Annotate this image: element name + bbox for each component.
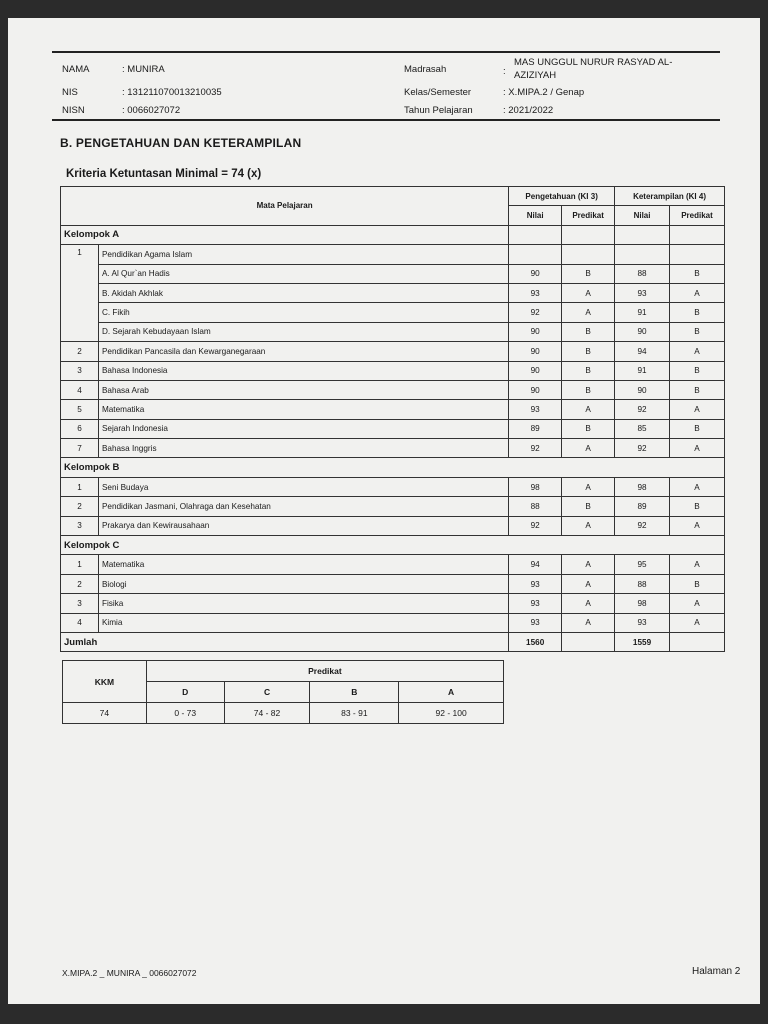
predikat-ki3: B: [562, 361, 615, 380]
nilai-ki4: 93: [615, 283, 670, 302]
predikat-ki4: B: [670, 497, 725, 516]
range-c: 74 - 82: [224, 703, 310, 724]
madrasah-value-line1: MAS UNGGUL NURUR RASYAD AL-: [514, 57, 673, 68]
nilai-ki4: 91: [615, 361, 670, 380]
predikat-ki4: B: [670, 419, 725, 438]
grade-d: D: [146, 682, 224, 703]
table-row: [61, 303, 725, 322]
nilai-ki4: 92: [615, 516, 670, 535]
nilai-ki4: 88: [615, 574, 670, 593]
jumlah-ki4: 1559: [615, 632, 670, 651]
subject-name: Bahasa Arab: [98, 380, 508, 399]
subject-name: B. Akidah Akhlak: [98, 283, 508, 302]
nilai-ki4: 98: [615, 594, 670, 613]
row-number: 3: [61, 516, 99, 535]
predikat-ki3: A: [562, 400, 615, 419]
row-number: 3: [61, 594, 99, 613]
grade-b: B: [310, 682, 399, 703]
section-title: B. PENGETAHUAN DAN KETERAMPILAN: [60, 136, 302, 150]
predikat-ki3: B: [562, 342, 615, 361]
predikat-ki4: A: [670, 439, 725, 458]
kkm-label: KKM: [63, 661, 147, 703]
kkm-value: 74: [63, 703, 147, 724]
nilai-ki4: 90: [615, 322, 670, 341]
jumlah-label: Jumlah: [61, 632, 509, 651]
predikat-ki4: B: [670, 574, 725, 593]
table-row: [61, 555, 725, 574]
nilai-ki4: 85: [615, 419, 670, 438]
nis-label: NIS: [62, 87, 78, 98]
predikat-ki3: A: [562, 555, 615, 574]
subject-name: Biologi: [98, 574, 508, 593]
table-row: [61, 400, 725, 419]
tahun-value: : 2021/2022: [503, 105, 554, 116]
group-c-row: [61, 536, 725, 555]
predikat-ki4: A: [670, 516, 725, 535]
predikat-ki4: A: [670, 555, 725, 574]
subject-name: C. Fikih: [98, 303, 508, 322]
nilai-ki3-header: Nilai: [509, 206, 562, 225]
group-label: Kelompok B: [61, 458, 725, 477]
nilai-ki3: 88: [509, 497, 562, 516]
nilai-ki3: 94: [509, 555, 562, 574]
nilai-ki3: 93: [509, 400, 562, 419]
nilai-ki4: 92: [615, 400, 670, 419]
predikat-ki4: B: [670, 322, 725, 341]
nama-value: : MUNIRA: [122, 64, 165, 75]
nilai-ki3: 93: [509, 283, 562, 302]
predikat-ki3-header: Predikat: [562, 206, 615, 225]
nilai-ki4: 98: [615, 477, 670, 496]
nilai-ki4: 94: [615, 342, 670, 361]
jumlah-ki3: 1560: [509, 632, 562, 651]
predikat-ki4: A: [670, 342, 725, 361]
grades-table: [60, 186, 725, 652]
nilai-ki3: 92: [509, 439, 562, 458]
header-bottom-rule: [52, 119, 720, 121]
grade-a: A: [399, 682, 504, 703]
table-row: [61, 497, 725, 516]
nilai-ki3: 92: [509, 516, 562, 535]
table-row: [61, 419, 725, 438]
predikat-ki3: A: [562, 477, 615, 496]
predikat-ki4: A: [670, 613, 725, 632]
subject-name: D. Sejarah Kebudayaan Islam: [98, 322, 508, 341]
subject-name: Prakarya dan Kewirausahaan: [98, 516, 508, 535]
table-row: [61, 361, 725, 380]
predikat-ki4: A: [670, 283, 725, 302]
nilai-ki4: 89: [615, 497, 670, 516]
madrasah-value-line2: AZIZIYAH: [514, 70, 557, 81]
nilai-ki4: 92: [615, 439, 670, 458]
predikat-ki4: A: [670, 594, 725, 613]
row-number: 5: [61, 400, 99, 419]
kelas-label: Kelas/Semester: [404, 87, 472, 98]
jumlah-row: [61, 632, 725, 651]
row-number: 6: [61, 419, 99, 438]
subject-name: Pendidikan Jasmani, Olahraga dan Kesehatan: [98, 497, 508, 516]
kkm-title: Kriteria Ketuntasan Minimal = 74 (x): [66, 168, 262, 180]
subject-name: A. Al Qur`an Hadis: [98, 264, 508, 283]
predikat-ki4: A: [670, 477, 725, 496]
nilai-ki3: 90: [509, 380, 562, 399]
row-number: 2: [61, 342, 99, 361]
table-row: [61, 342, 725, 361]
nilai-ki4: 95: [615, 555, 670, 574]
nilai-ki4: 91: [615, 303, 670, 322]
predikat-ki3: B: [562, 380, 615, 399]
group-a-row: [61, 225, 725, 244]
range-b: 83 - 91: [310, 703, 399, 724]
nilai-ki4: 93: [615, 613, 670, 632]
table-row: [61, 516, 725, 535]
subject-name: Fisika: [98, 594, 508, 613]
group-b-row: [61, 458, 725, 477]
nilai-ki3: 90: [509, 264, 562, 283]
predikat-ki3: B: [562, 497, 615, 516]
nilai-ki3: 93: [509, 613, 562, 632]
row-number: 1: [61, 245, 99, 342]
nilai-ki3: 93: [509, 574, 562, 593]
nilai-ki4-header: Nilai: [615, 206, 670, 225]
predikat-ki3: B: [562, 419, 615, 438]
predikat-ki3: A: [562, 303, 615, 322]
table-row: [61, 264, 725, 283]
row-number: 1: [61, 477, 99, 496]
nilai-ki3: 90: [509, 322, 562, 341]
table-row: [61, 283, 725, 302]
predikat-ki4: B: [670, 303, 725, 322]
madrasah-sep: :: [503, 66, 506, 77]
predikat-ki3: A: [562, 283, 615, 302]
group-label: Kelompok A: [61, 225, 509, 244]
predikat-ki4: B: [670, 380, 725, 399]
predikat-legend-table: [62, 660, 504, 724]
subject-name: Sejarah Indonesia: [98, 419, 508, 438]
predikat-ki3: A: [562, 613, 615, 632]
nis-value: : 131211070013210035: [122, 87, 222, 98]
subject-name: Seni Budaya: [98, 477, 508, 496]
row-number: 1: [61, 555, 99, 574]
predikat-ki4: B: [670, 361, 725, 380]
subject-name: Matematika: [98, 555, 508, 574]
tahun-label: Tahun Pelajaran: [404, 105, 473, 116]
subject-name: Bahasa Indonesia: [98, 361, 508, 380]
predikat-ki3: B: [562, 322, 615, 341]
table-row: [61, 322, 725, 341]
subject-name: Pendidikan Pancasila dan Kewarganegaraan: [98, 342, 508, 361]
row-number: 2: [61, 497, 99, 516]
predikat-ki4-header: Predikat: [670, 206, 725, 225]
predikat-ki3: A: [562, 516, 615, 535]
table-row: [61, 245, 725, 264]
keterampilan-header: Keterampilan (KI 4): [615, 187, 725, 206]
footer-page-number: Halaman 2: [692, 966, 741, 977]
subject-name: Matematika: [98, 400, 508, 419]
subject-name: Bahasa Inggris: [98, 439, 508, 458]
grade-c: C: [224, 682, 310, 703]
row-number: 4: [61, 380, 99, 399]
nilai-ki3: 90: [509, 361, 562, 380]
table-row: [61, 380, 725, 399]
table-row: [61, 613, 725, 632]
predikat-ki4: A: [670, 400, 725, 419]
nilai-ki3: 90: [509, 342, 562, 361]
footer-document-id: X.MIPA.2 _ MUNIRA _ 0066027072: [62, 968, 197, 978]
range-a: 92 - 100: [399, 703, 504, 724]
row-number: 3: [61, 361, 99, 380]
table-row: [61, 574, 725, 593]
nilai-ki3: 98: [509, 477, 562, 496]
subject-header: Mata Pelajaran: [61, 187, 509, 226]
predikat-ki4: B: [670, 264, 725, 283]
nama-label: NAMA: [62, 64, 90, 75]
group-label: Kelompok C: [61, 536, 725, 555]
table-row: [61, 594, 725, 613]
header-top-rule: [52, 51, 720, 53]
subject-name: Kimia: [98, 613, 508, 632]
kelas-value: : X.MIPA.2 / Genap: [503, 87, 585, 98]
nilai-ki4: 90: [615, 380, 670, 399]
nilai-ki3: 92: [509, 303, 562, 322]
table-row: [61, 477, 725, 496]
subject-name: Pendidikan Agama Islam: [98, 245, 508, 264]
row-number: 2: [61, 574, 99, 593]
predikat-label: Predikat: [146, 661, 503, 682]
row-number: 7: [61, 439, 99, 458]
pengetahuan-header: Pengetahuan (KI 3): [509, 187, 615, 206]
predikat-ki3: A: [562, 594, 615, 613]
nisn-label: NISN: [62, 105, 85, 116]
row-number: 4: [61, 613, 99, 632]
madrasah-label: Madrasah: [404, 64, 447, 75]
range-d: 0 - 73: [146, 703, 224, 724]
nilai-ki3: 93: [509, 594, 562, 613]
predikat-ki3: A: [562, 439, 615, 458]
nisn-value: : 0066027072: [122, 105, 181, 116]
table-row: [61, 439, 725, 458]
predikat-ki3: A: [562, 574, 615, 593]
nilai-ki4: 88: [615, 264, 670, 283]
predikat-ki3: B: [562, 264, 615, 283]
nilai-ki3: 89: [509, 419, 562, 438]
